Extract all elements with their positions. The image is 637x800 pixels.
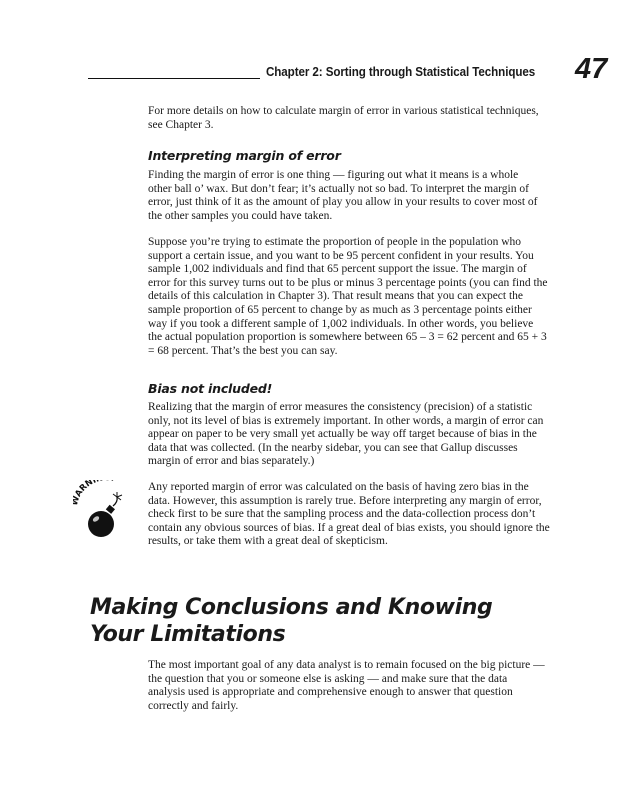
paragraph: Suppose you’re trying to estimate the proportion of people in the population who support a certain issue, and you want to be 95 percent confident in your results. You sample 1,002 individuals and find that 65 percent support the issue. The margin of error for this survey turns out to be plus or minus 3 percentage points (you can find the details of this calculation in Chapter 3). That result means that you can expect the sample proportion of 65 percent to change by as much as 3 percentage points either way if you took a different sample of 1,002 individuals. In other words, you believe the actual population proportion is somewhere between 65 – 3 = 62 percent and 65 + 3 = 68 percent. That’s the best you can say. — [148, 236, 548, 357]
chapter-title: Chapter 2: Sorting through Statistical Techniques — [266, 65, 536, 79]
paragraph: Realizing that the margin of error measures the consistency (precision) of a statistic only, not its level of bias is extremely important. In other words, a margin of error can appear on paper to be very small yet actually be way off target because of bias in the data that was collected. (In the nearby sidebar, you can see that Gallup discusses margin of error and bias separately.) — [148, 401, 544, 468]
paragraph: The most important goal of any data analyst is to remain focused on the big picture — the question that you or someone else is asking — and make sure that the data analysis used is appropriate and comprehensive enough to answer that question correctly and fairly. — [148, 659, 545, 712]
page-number: 47 — [575, 53, 608, 85]
section-heading-line: Your Limitations — [90, 622, 286, 647]
subheading-bias-not-included: Bias not included! — [148, 381, 273, 396]
subheading-interpreting-margin-of-error: Interpreting margin of error — [148, 148, 341, 163]
header-rule — [88, 78, 260, 79]
warning-bomb-icon — [73, 480, 135, 542]
paragraph: Finding the margin of error is one thing — figuring out what it means is a whole other ball o’ wax. But don’t fear; it’s actually not so bad. To interpret the margin of error, just think of it as the amount of play you allow in your results to cover most of the other samples you could have taken. — [148, 169, 538, 222]
section-heading — [90, 594, 570, 648]
warning-label: ARNI — [73, 480, 98, 499]
paragraph: Any reported margin of error was calculated on the basis of having zero bias in the data. However, this assumption is rarely true. Before interpreting any margin of error, check first to be sure that the sampling process and the data-collection process don’t contain any obvious sources of bias. If a great deal of bias exists, you should ignore the results, or take them with a great deal of skepticism. — [148, 481, 550, 548]
intro-paragraph: For more details on how to calculate margin of error in various statistical techniques, see Chapter 3. — [148, 105, 539, 131]
section-heading-line: Making Conclusions and Knowing — [90, 595, 493, 620]
running-header — [88, 53, 618, 86]
